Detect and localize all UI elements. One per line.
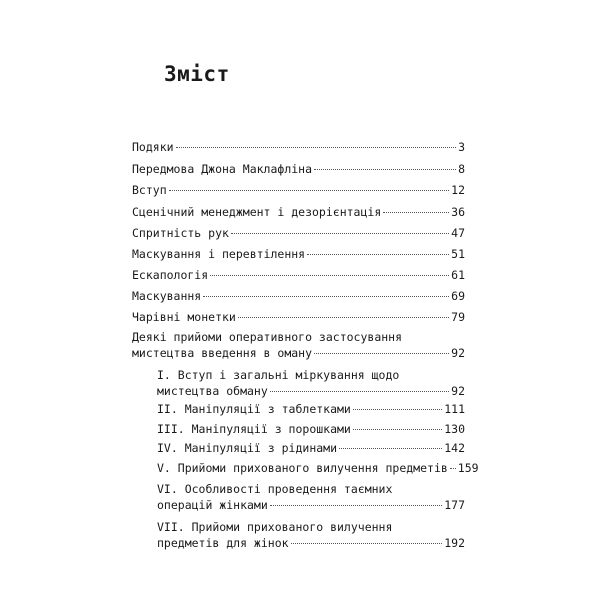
toc-entry-title: Передмова Джона Маклафліна — [132, 162, 313, 176]
toc-entry-line — [132, 287, 465, 305]
dot-leader — [169, 190, 450, 191]
toc-entry-line — [132, 245, 465, 263]
dot-leader — [307, 254, 449, 255]
dot-leader — [270, 505, 442, 506]
toc-page-number: 192 — [444, 536, 465, 550]
toc-page-number: 111 — [444, 402, 465, 416]
toc-entry-line — [157, 496, 465, 514]
dot-leader — [231, 233, 449, 234]
toc-entry-title: Чарівні монетки — [132, 310, 236, 324]
toc-page-number: 79 — [451, 310, 465, 324]
toc-page-number: 142 — [444, 441, 465, 455]
dot-leader — [314, 353, 449, 354]
toc-page-number: 51 — [451, 247, 465, 261]
dot-leader — [238, 317, 449, 318]
toc-page-number: 159 — [457, 461, 479, 475]
toc-entry-title: VI. Особливості проведення таємних — [157, 482, 393, 496]
toc-entry-title: I. Вступ і загальні міркування щодо — [157, 368, 400, 382]
toc-page-number: 177 — [444, 498, 465, 512]
toc-entry-title: Деякі прийоми оперативного застосування — [132, 330, 403, 344]
page-title: Зміст — [164, 62, 230, 86]
toc-page-number: 47 — [451, 226, 465, 240]
toc-entry-title: операцій жінками — [157, 498, 268, 512]
toc-page-number: 8 — [458, 162, 465, 176]
dot-leader — [353, 429, 442, 430]
toc-entry-line — [132, 181, 465, 199]
dot-leader — [203, 296, 449, 297]
dot-leader — [339, 448, 442, 449]
toc-entry-line — [157, 439, 465, 457]
dot-leader — [450, 468, 456, 469]
toc-entry-title: Ескапологія — [132, 268, 209, 282]
dot-leader — [291, 543, 443, 544]
toc-entry-line — [132, 266, 465, 284]
dot-leader — [383, 212, 449, 213]
dot-leader — [176, 147, 457, 148]
toc-entry-line — [132, 344, 465, 362]
toc-entry-title: II. Маніпуляції з таблетками — [157, 402, 351, 416]
dot-leader — [353, 409, 442, 410]
toc-entry-line — [157, 459, 479, 477]
dot-leader — [210, 275, 449, 276]
toc-entry-title: V. Прийоми прихованого вилучення предметів — [157, 461, 448, 475]
toc-entry-line — [157, 400, 465, 418]
dot-leader — [270, 391, 449, 392]
toc-entry-title: мистецтва обману — [157, 384, 268, 398]
toc-entry-line — [132, 160, 465, 178]
toc-page-number: 12 — [451, 183, 465, 197]
toc-entry-title: Сценічний менеджмент і дезорієнтація — [132, 205, 382, 219]
toc-entry-line — [132, 224, 465, 242]
toc-page-number: 3 — [458, 140, 465, 154]
toc-entry-title: Маскування — [132, 289, 202, 303]
toc-entry-line — [132, 138, 465, 156]
toc-page-number: 92 — [451, 384, 465, 398]
toc-entry-title: Подяки — [132, 140, 174, 154]
toc-entry-line — [132, 308, 465, 326]
toc-entry-line — [157, 534, 465, 552]
toc-page-number: 61 — [451, 268, 465, 282]
toc-entry-title: IV. Маніпуляції з рідинами — [157, 441, 338, 455]
toc-entry-line — [157, 382, 465, 400]
toc-entry-title: Вступ — [132, 183, 167, 197]
toc-page-number: 69 — [451, 289, 465, 303]
toc-entry-title: Маскування і перевтілення — [132, 247, 306, 261]
dot-leader — [314, 169, 456, 170]
toc-entry-line — [132, 203, 465, 221]
toc-entry-title: мистецтва введення в оману — [132, 346, 313, 360]
toc-page-number: 36 — [451, 205, 465, 219]
toc-entry-line — [157, 420, 465, 438]
toc-entry-title: предметів для жінок — [157, 536, 289, 550]
toc-entry-title: Спритність рук — [132, 226, 229, 240]
toc-page-number: 92 — [451, 346, 465, 360]
toc-page-number: 130 — [444, 422, 465, 436]
toc-entry-title: III. Маніпуляції з порошками — [157, 422, 351, 436]
toc-entry-title: VII. Прийоми прихованого вилучення — [157, 520, 393, 534]
